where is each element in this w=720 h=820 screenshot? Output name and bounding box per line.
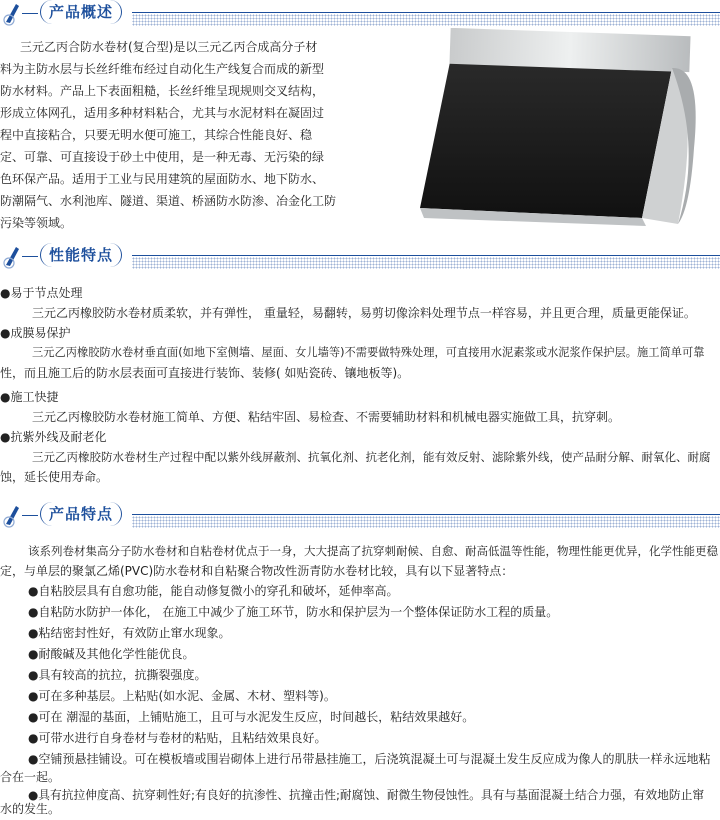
feature-item: ●自粘防水防护一体化， 在施工中减少了施工环节，防水和保护层为一个整体保证防水工程的质量。 (28, 605, 559, 619)
feature-item: ●自粘胶层具有自愈功能，能自动修复微小的穿孔和破坏，延伸率高。 (28, 584, 399, 598)
features-intro: 定，与单层的聚氯乙烯(PVC)防水卷材和自粘聚合物改性沥青防水卷材比较，具有以下显著特点： (0, 564, 514, 578)
performance-text: 性，而且施工后的防水层表面可直接进行装饰、装修( 如贴瓷砖、镶地板等)。 (0, 366, 410, 380)
overview-line: 防潮隔气、水利池库、隧道、渠道、桥涵防水防渗、冶金化工防 (0, 194, 337, 208)
section-title-overview: 产品概述 (40, 0, 122, 24)
overview-line: 三元乙丙合防水卷材(复合型)是以三元乙丙合成高分子材 (20, 40, 318, 54)
overview-line: 污染等领域。 (0, 216, 73, 230)
performance-heading: ●抗紫外线及耐老化 (0, 430, 107, 444)
performance-text: 三元乙丙橡胶防水卷材生产过程中配以紫外线屏蔽剂、抗氧化剂、抗老化剂，能有效反射、滤除紫外线，使产品耐分解、耐氧化、耐腐 (32, 450, 711, 464)
section-header-overview (0, 0, 720, 26)
feature-item: ●可在 潮湿的基面，上铺贴施工，且可与水泥发生反应，时间越长，粘结效果越好。 (28, 710, 475, 724)
overview-line: 形成立体网孔，适用多种材料粘合，尤其与水泥材料在凝固过 (0, 106, 325, 120)
performance-heading: ●成膜易保护 (0, 326, 71, 340)
performance-text: 三元乙丙橡胶防水卷材施工简单、方便、粘结牢固、易检查、不需要辅助材料和机械电器实施做工具，抗穿刺。 (32, 410, 621, 424)
membrane-roll-image (410, 28, 710, 240)
features-intro: 该系列卷材集高分子防水卷材和自粘卷材优点于一身，大大提高了抗穿刺耐候、自愈、耐高低温等性能，物理性能更优异，化学性能更稳 (28, 544, 718, 558)
feature-item: ●可在多种基层。上粘贴(如水泥、金属、木材、塑料等)。 (28, 689, 336, 703)
section-header-performance (0, 243, 720, 269)
feature-item: ●耐酸碱及其他化学性能优良。 (28, 647, 195, 661)
performance-heading: ●施工快捷 (0, 390, 59, 404)
feature-item: 合在一起。 (0, 770, 61, 784)
feature-item: 水的发生。 (0, 802, 61, 816)
feature-item: ●具有较高的抗拉，抗撕裂强度。 (28, 668, 207, 682)
feature-item: ●可带水进行自身卷材与卷材的粘贴，且粘结效果良好。 (28, 731, 327, 745)
performance-text: 三元乙丙橡胶防水卷材垂直面(如地下室侧墙、屋面、女儿墙等)不需要做特殊处理，可直接用水泥素浆或水泥浆作保护层。施工简单可靠 (32, 346, 705, 359)
performance-text: 蚀，延长使用寿命。 (0, 470, 109, 484)
overview-line: 色环保产品。适用于工业与民用建筑的屋面防水、地下防水、 (0, 172, 325, 186)
feature-item: ●粘结密封性好，有效防止窜水现象。 (28, 626, 231, 640)
section-header-features (0, 502, 720, 528)
performance-heading: ●易于节点处理 (0, 286, 83, 300)
section-title-features: 产品特点 (40, 502, 122, 526)
dotted-band (132, 257, 720, 269)
dotted-band (132, 516, 720, 528)
feature-item: ●空铺预悬挂铺设。可在模板墙或围岩砌体上进行吊带悬挂施工，后浇筑混凝土可与混凝土发生反应成为像人的肌肤一样永远地粘 (28, 752, 711, 766)
section-title-performance: 性能特点 (40, 243, 122, 267)
performance-text: 三元乙丙橡胶防水卷材质柔软，并有弹性， 重量轻，易翻转，易剪切像涂料处理节点一样容易，并且更合理，质量更能保证。 (32, 306, 696, 320)
overview-line: 防水材料。产品上下表面粗糙，长丝纤维呈现规则交叉结构， (0, 84, 325, 98)
overview-line: 定、可靠、可直接设于砂土中使用，是一种无毒、无污染的绿 (0, 150, 325, 164)
feature-item: ●具有抗拉伸度高、抗穿刺性好;有良好的抗渗性、抗撞击性;耐腐蚀、耐微生物侵蚀性。具有与基面混凝土结合力强，有效地防止窜 (28, 788, 705, 802)
overview-line: 程中直接粘合，只要无明水便可施工，其综合性能良好、稳 (0, 128, 313, 142)
overview-line: 料为主防水层与长丝纤维布经过自动化生产线复合而成的新型 (0, 62, 325, 76)
dotted-band (132, 14, 720, 26)
